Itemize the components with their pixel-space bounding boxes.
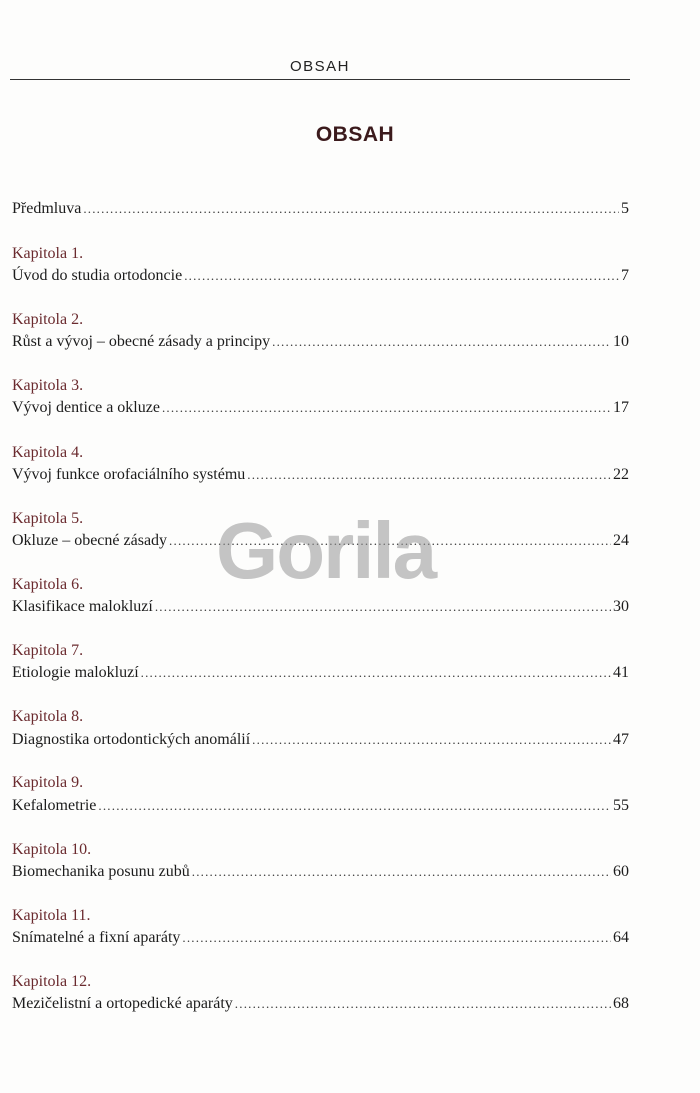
chapter-label: Kapitola 3. xyxy=(12,377,84,394)
toc-entry-page: 7 xyxy=(621,267,629,284)
toc-entry-title: Růst a vývoj – obecné zásady a principy xyxy=(12,333,271,350)
dot-leader xyxy=(169,531,611,551)
toc-entry-title: Snímatelné a fixní aparáty xyxy=(12,929,181,946)
toc-entry-page: 64 xyxy=(613,929,629,946)
toc-entry-title: Vývoj dentice a okluze xyxy=(12,399,160,416)
dot-leader xyxy=(141,663,611,683)
dot-leader xyxy=(98,796,611,816)
toc-entry-page: 10 xyxy=(613,333,629,350)
toc-entry-title: Klasifikace malokluzí xyxy=(12,598,153,615)
chapter-label: Kapitola 8. xyxy=(12,708,84,725)
toc-entry[interactable] xyxy=(12,994,629,1014)
chapter-label: Kapitola 5. xyxy=(12,510,84,527)
toc-entry-page: 17 xyxy=(613,399,629,416)
toc-entry-title: Předmluva xyxy=(12,200,82,217)
toc-entry[interactable] xyxy=(12,531,629,551)
chapter-label: Kapitola 2. xyxy=(12,311,84,328)
toc-entry-page: 60 xyxy=(613,863,629,880)
toc-entry[interactable] xyxy=(12,862,629,882)
toc-entry-title: Diagnostika ortodontických anomálií xyxy=(12,731,251,748)
chapter-label: Kapitola 6. xyxy=(12,576,84,593)
dot-leader xyxy=(192,862,611,882)
running-head: OBSAH xyxy=(289,58,350,75)
toc-entry-title: Biomechanika posunu zubů xyxy=(12,863,190,880)
chapter-label: Kapitola 11. xyxy=(12,907,91,924)
page-title: OBSAH xyxy=(315,123,395,146)
toc-entry-title: Úvod do studia ortodoncie xyxy=(12,267,183,284)
toc-entry[interactable] xyxy=(12,796,629,816)
toc-entry[interactable] xyxy=(12,398,629,418)
chapter-label: Kapitola 4. xyxy=(12,444,84,461)
toc-entry-title: Mezičelistní a ortopedické aparáty xyxy=(12,995,233,1012)
toc-entry[interactable] xyxy=(12,730,629,750)
chapter-label: Kapitola 12. xyxy=(12,973,92,990)
toc-entry[interactable] xyxy=(12,332,629,352)
dot-leader xyxy=(182,928,611,948)
toc-entry-title: Okluze – obecné zásady xyxy=(12,532,168,549)
toc-entry[interactable] xyxy=(12,928,629,948)
toc-entry-page: 47 xyxy=(613,731,629,748)
toc-entry-title: Vývoj funkce orofaciálního systému xyxy=(12,466,246,483)
dot-leader xyxy=(184,266,619,286)
header-rule xyxy=(10,79,630,80)
toc-entry-page: 55 xyxy=(613,797,629,814)
toc-entry[interactable] xyxy=(12,663,629,683)
dot-leader xyxy=(155,597,611,617)
chapter-label: Kapitola 10. xyxy=(12,841,92,858)
dot-leader xyxy=(235,994,611,1014)
toc-entry-page: 68 xyxy=(613,995,629,1012)
chapter-label: Kapitola 9. xyxy=(12,774,84,791)
toc-entry[interactable] xyxy=(12,266,629,286)
toc-entry-page: 5 xyxy=(621,200,629,217)
toc-entry-preface[interactable] xyxy=(12,199,629,219)
toc-entry-title: Etiologie malokluzí xyxy=(12,664,139,681)
dot-leader xyxy=(83,199,619,219)
toc-entry[interactable] xyxy=(12,465,629,485)
dot-leader xyxy=(162,398,611,418)
dot-leader xyxy=(247,465,611,485)
dot-leader xyxy=(252,730,611,750)
toc-entry-page: 30 xyxy=(613,598,629,615)
dot-leader xyxy=(272,332,611,352)
toc-entry-title: Kefalometrie xyxy=(12,797,97,814)
chapter-label: Kapitola 7. xyxy=(12,642,84,659)
toc-entry-page: 41 xyxy=(613,664,629,681)
toc-entry-page: 22 xyxy=(613,466,629,483)
toc-entry-page: 24 xyxy=(613,532,629,549)
gorila-watermark: Gorila xyxy=(216,506,436,595)
toc-entry[interactable] xyxy=(12,597,629,617)
chapter-label: Kapitola 1. xyxy=(12,245,84,262)
